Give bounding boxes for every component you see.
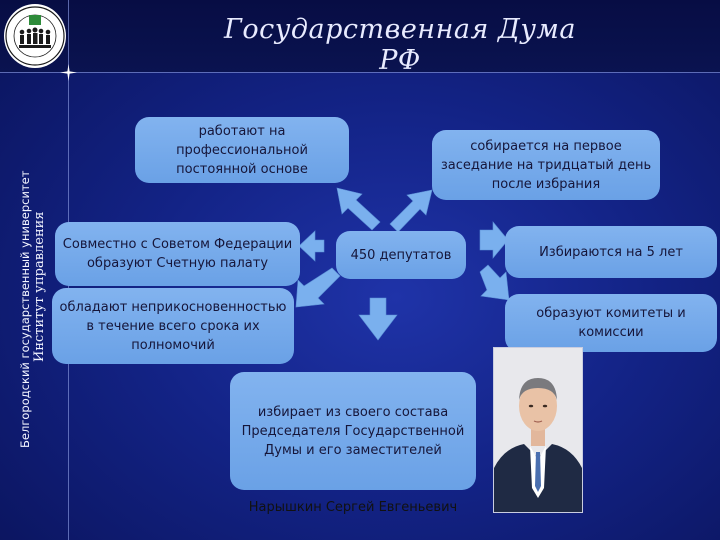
arrow-down-left-icon <box>296 268 340 307</box>
arrow-right-icon <box>480 222 508 258</box>
chairman-photo <box>493 347 583 513</box>
box-professional: работают на профессиональной постоянной основе <box>135 117 349 183</box>
arrow-down-right-icon <box>480 265 509 300</box>
arrow-up-right-icon <box>390 190 432 232</box>
box-committees: образуют комитеты и комиссии <box>505 294 717 352</box>
arrow-down-icon <box>359 298 397 340</box>
arrow-left-icon <box>299 231 324 261</box>
center-deputies: 450 депутатов <box>336 231 466 279</box>
box-first-meeting: собирается на первое заседание на тридцатый день после избрания <box>432 130 660 200</box>
box-immunity: обладают неприкосновенностью в течение всего срока их полномочий <box>52 288 294 364</box>
page-title: Государственная Дума РФ <box>223 14 577 76</box>
institute-label: Институт управления <box>32 211 47 362</box>
university-label: Белгородский государственный университет <box>18 170 32 448</box>
arrow-up-left-icon <box>337 188 380 230</box>
box-elected-term: Избираются на 5 лет <box>505 226 717 278</box>
chairman-name: Нарышкин Сергей Евгеньевич <box>248 500 458 515</box>
box-chairman: избирает из своего состава Председателя Государственной Думы и его заместителей <box>230 372 476 490</box>
box-audit-chamber: Совместно с Советом Федерации образуют Счетную палату <box>55 222 300 286</box>
